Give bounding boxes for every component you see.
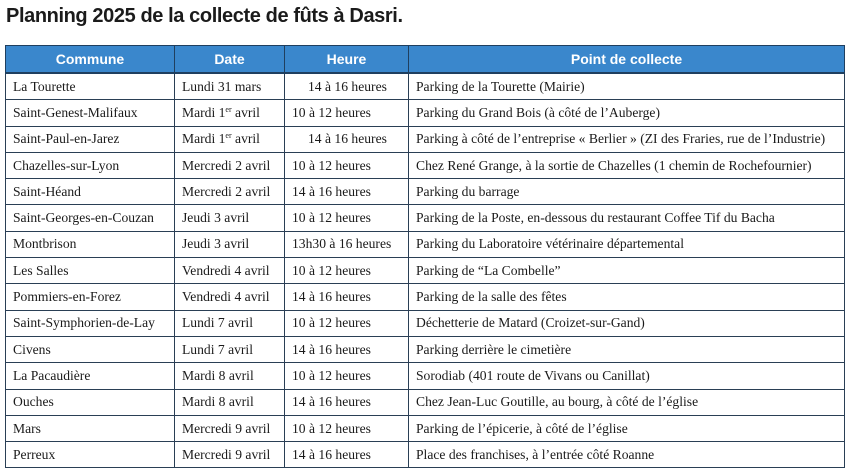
cell-heure: 14 à 16 heures [285, 389, 409, 415]
cell-heure: 10 à 12 heures [285, 205, 409, 231]
cell-lieu: Sorodiab (401 route de Vivans ou Canillat) [409, 363, 845, 389]
table-row [6, 100, 845, 126]
header-heure: Heure [285, 46, 409, 74]
cell-lieu: Déchetterie de Matard (Croizet-sur-Gand) [409, 310, 845, 336]
cell-date: Vendredi 4 avril [175, 284, 285, 310]
table-row [6, 126, 845, 152]
cell-commune: Les Salles [6, 258, 175, 284]
table-row [6, 73, 845, 100]
cell-commune: Saint-Héand [6, 179, 175, 205]
cell-lieu: Parking à côté de l’entreprise « Berlier » (ZI des Fraries, rue de l’Industrie) [409, 126, 845, 152]
cell-heure: 10 à 12 heures [285, 363, 409, 389]
cell-heure: 10 à 12 heures [285, 100, 409, 126]
cell-lieu: Place des franchises, à l’entrée côté Roanne [409, 442, 845, 468]
cell-heure: 13h30 à 16 heures [285, 231, 409, 257]
cell-lieu: Parking de l’épicerie, à côté de l’église [409, 415, 845, 441]
table-row [6, 231, 845, 257]
date-rest: avril [231, 104, 260, 120]
cell-heure: 10 à 12 heures [285, 310, 409, 336]
cell-date: Jeudi 3 avril [175, 231, 285, 257]
cell-commune: Ouches [6, 389, 175, 415]
cell-commune: Chazelles-sur-Lyon [6, 152, 175, 178]
cell-heure: 14 à 16 heures [285, 442, 409, 468]
cell-date: Jeudi 3 avril [175, 205, 285, 231]
cell-heure: 14 à 16 heures [285, 126, 409, 152]
cell-date [175, 126, 285, 152]
date-ordinal: er [225, 104, 232, 114]
cell-date: Mercredi 2 avril [175, 152, 285, 178]
cell-date: Vendredi 4 avril [175, 258, 285, 284]
cell-heure: 14 à 16 heures [285, 179, 409, 205]
table-row [6, 336, 845, 362]
cell-date: Mercredi 2 avril [175, 179, 285, 205]
cell-lieu: Parking du Grand Bois (à côté de l’Auberge) [409, 100, 845, 126]
table-row [6, 389, 845, 415]
cell-lieu: Chez René Grange, à la sortie de Chazelles (1 chemin de Rochefournier) [409, 152, 845, 178]
cell-heure: 10 à 12 heures [285, 415, 409, 441]
cell-date: Lundi 31 mars [175, 73, 285, 100]
table-header-row [6, 46, 845, 74]
header-date: Date [175, 46, 285, 74]
cell-commune: Saint-Georges-en-Couzan [6, 205, 175, 231]
header-point-de-collecte: Point de collecte [409, 46, 845, 74]
cell-date: Mardi 8 avril [175, 389, 285, 415]
cell-date: Mardi 8 avril [175, 363, 285, 389]
cell-lieu: Parking de la Tourette (Mairie) [409, 73, 845, 100]
cell-commune: Montbrison [6, 231, 175, 257]
date-main: Mardi 1 [182, 104, 226, 120]
header-commune: Commune [6, 46, 175, 74]
cell-commune: Pommiers-en-Forez [6, 284, 175, 310]
cell-commune: Mars [6, 415, 175, 441]
table-row [6, 258, 845, 284]
table-row [6, 284, 845, 310]
page-title: Planning 2025 de la collecte de fûts à Dasri. [6, 5, 403, 27]
cell-heure: 10 à 12 heures [285, 152, 409, 178]
cell-commune: Civens [6, 336, 175, 362]
cell-lieu: Chez Jean-Luc Goutille, au bourg, à côté de l’église [409, 389, 845, 415]
cell-lieu: Parking du Laboratoire vétérinaire départemental [409, 231, 845, 257]
table-row [6, 179, 845, 205]
cell-commune: La Pacaudière [6, 363, 175, 389]
date-main: Mardi 1 [182, 131, 226, 147]
cell-date: Mercredi 9 avril [175, 415, 285, 441]
cell-date: Mercredi 9 avril [175, 442, 285, 468]
table-row [6, 310, 845, 336]
collection-schedule-table [5, 45, 845, 468]
cell-date: Lundi 7 avril [175, 310, 285, 336]
date-rest: avril [231, 131, 260, 147]
cell-date [175, 100, 285, 126]
table-row [6, 442, 845, 468]
cell-lieu: Parking de la Poste, en-dessous du restaurant Coffee Tif du Bacha [409, 205, 845, 231]
cell-date: Lundi 7 avril [175, 336, 285, 362]
cell-heure: 10 à 12 heures [285, 258, 409, 284]
cell-commune: Saint-Paul-en-Jarez [6, 126, 175, 152]
table-row [6, 152, 845, 178]
cell-heure: 14 à 16 heures [285, 284, 409, 310]
table-row [6, 363, 845, 389]
cell-lieu: Parking de la salle des fêtes [409, 284, 845, 310]
table-row [6, 205, 845, 231]
cell-commune: Perreux [6, 442, 175, 468]
date-ordinal: er [225, 131, 232, 141]
cell-commune: La Tourette [6, 73, 175, 100]
cell-commune: Saint-Symphorien-de-Lay [6, 310, 175, 336]
table-row [6, 415, 845, 441]
cell-lieu: Parking de “La Combelle” [409, 258, 845, 284]
cell-lieu: Parking derrière le cimetière [409, 336, 845, 362]
cell-commune: Saint-Genest-Malifaux [6, 100, 175, 126]
cell-lieu: Parking du barrage [409, 179, 845, 205]
cell-heure: 14 à 16 heures [285, 336, 409, 362]
cell-heure: 14 à 16 heures [285, 73, 409, 100]
